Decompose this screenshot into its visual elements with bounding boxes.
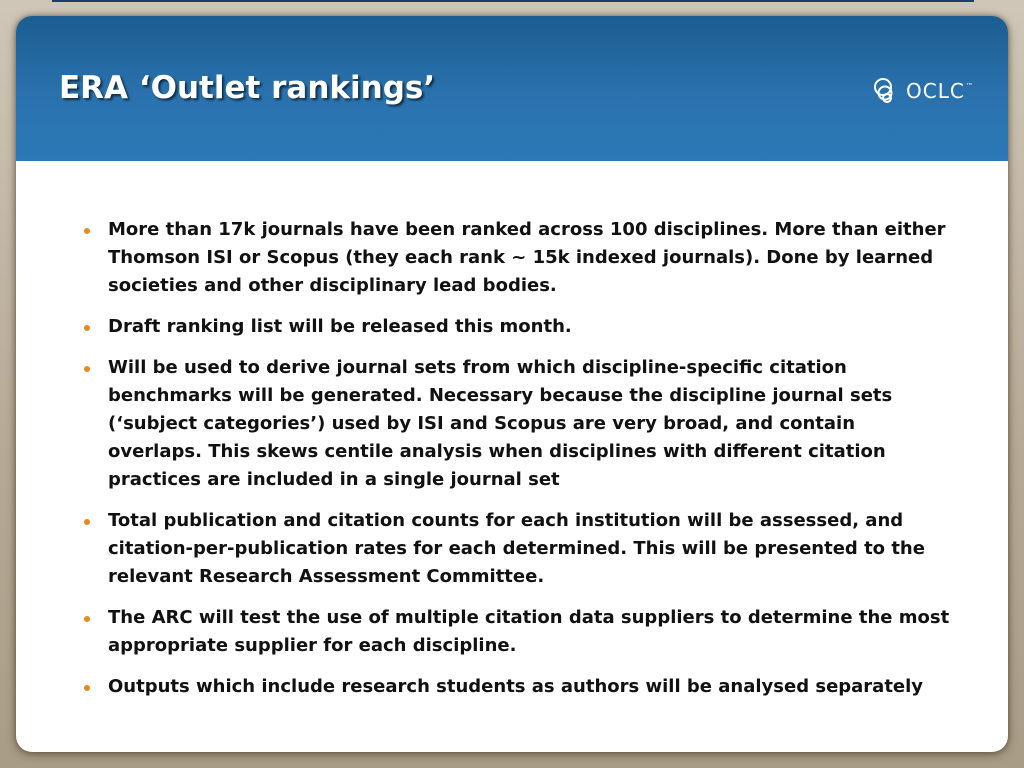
oclc-logo [872, 74, 973, 108]
bullet-text: Will be used to derive journal sets from which discipline-specific citation benchmarks will be generated. Necessary because the discipline journal sets (‘subject categories’) used by ISI and Scopus are very broad, and contain overlaps. This skews centile analysis when disciplines with different citation practices are included in a single journal set [108, 357, 893, 490]
bullet-item [84, 673, 954, 701]
bullet-item [84, 313, 954, 341]
bullet-marker [84, 519, 90, 525]
slide [16, 16, 1008, 752]
oclc-logo-trademark: ™ [965, 82, 973, 90]
bullet-marker [84, 366, 90, 372]
bullet-text: Draft ranking list will be released this month. [108, 316, 572, 337]
bullet-marker [84, 685, 90, 691]
top-rule [52, 0, 974, 2]
bullet-item [84, 604, 954, 660]
bullet-text: Outputs which include research students as authors will be analysed separately [108, 676, 924, 697]
bullet-item [84, 507, 954, 591]
oclc-logo-text: OCLC [906, 79, 965, 103]
bullet-list [84, 216, 954, 714]
bullet-text: More than 17k journals have been ranked across 100 disciplines. More than either Thomson ISI or Scopus (they each rank ~ 15k indexed journals). Done by learned societies and other disciplinary lead bodies. [108, 219, 946, 296]
slide-title: ERA ‘Outlet rankings’ [59, 70, 436, 106]
bullet-marker [84, 616, 90, 622]
bullet-marker [84, 228, 90, 234]
bullet-text: The ARC will test the use of multiple citation data suppliers to determine the most appropriate supplier for each discipline. [108, 607, 950, 656]
slide-header [16, 16, 1008, 161]
oclc-globe-icon [872, 75, 904, 107]
bullet-text: Total publication and citation counts for each institution will be assessed, and citation-per-publication rates for each determined. This will be presented to the relevant Research Assessment Committee. [108, 510, 925, 587]
bullet-item [84, 216, 954, 300]
bullet-marker [84, 325, 90, 331]
bullet-item [84, 354, 954, 494]
